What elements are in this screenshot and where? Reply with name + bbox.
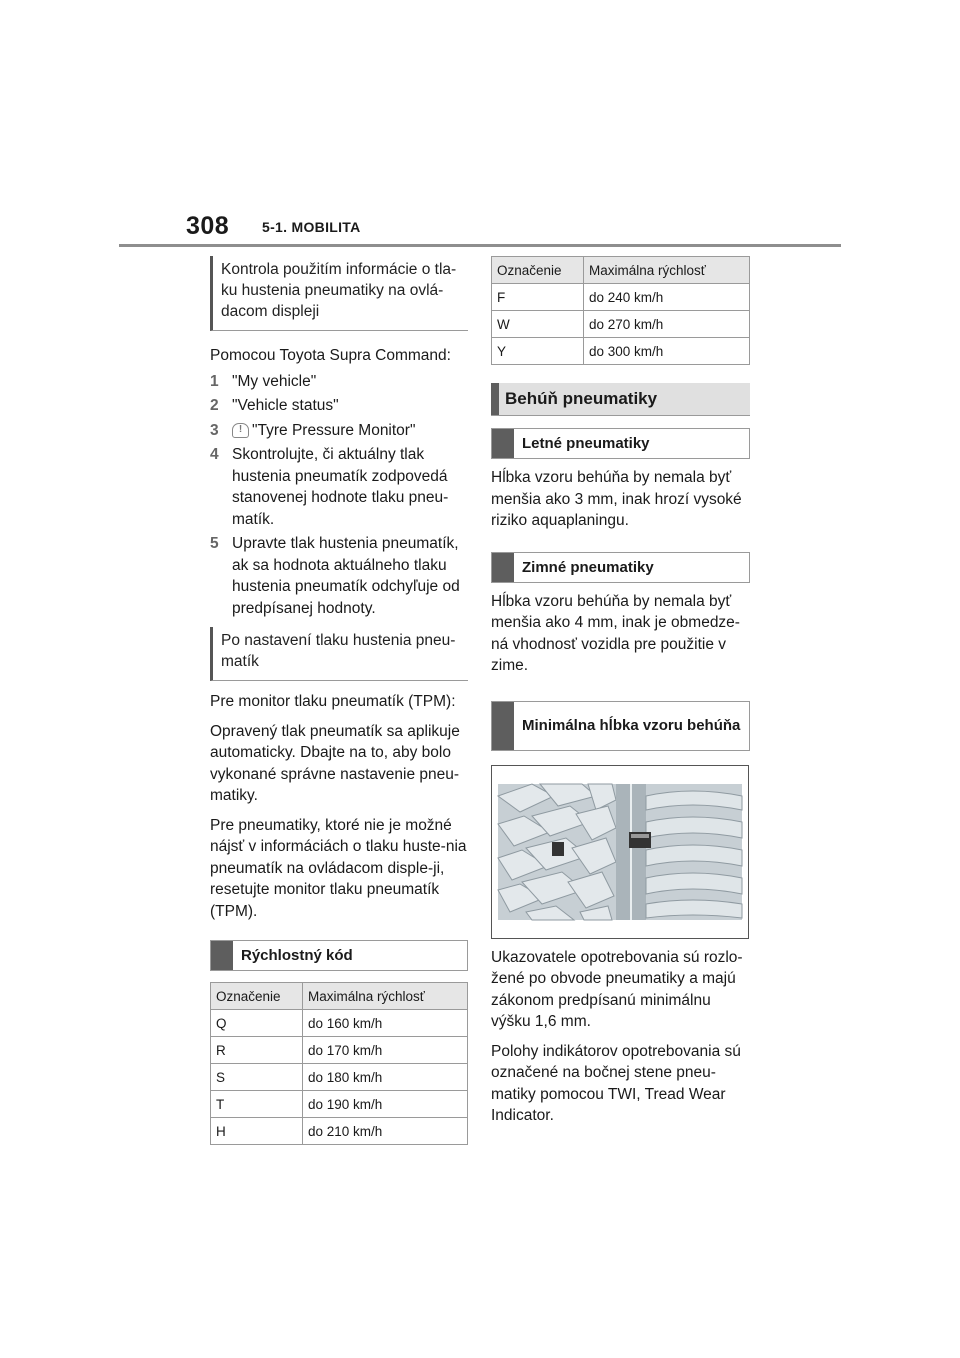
winter-tires-text: Hĺbka vzoru behúňa by nemala byť menšia ako 4 mm, inak je obmedze-ná vhodnosť vozidla pre použitie v zime. xyxy=(491,592,740,674)
col-header: Maximálna rýchlosť xyxy=(303,983,468,1010)
page-number: 308 xyxy=(186,212,230,240)
table-row xyxy=(211,1010,468,1037)
col-header: Maximálna rýchlosť xyxy=(584,257,750,284)
tread-heading xyxy=(491,383,750,416)
heading-bar xyxy=(492,702,514,750)
table-cell: R xyxy=(211,1037,303,1064)
step-number: 3 xyxy=(210,421,219,439)
step-2 xyxy=(210,395,468,417)
tire-tread-illustration xyxy=(492,766,748,938)
table-cell: Q xyxy=(211,1010,303,1037)
heading-text: Letné pneumatiky xyxy=(522,435,650,452)
table-row xyxy=(211,1064,468,1091)
step-text: "Tyre Pressure Monitor" xyxy=(252,421,416,439)
wear-indicator-text-2: Polohy indikátorov opotrebovania sú označené na bočnej stene pneu-matiky pomocou TWI, Tread Wear Indicator. xyxy=(491,1042,741,1124)
tire-pressure-warning-icon: ! xyxy=(232,423,249,438)
step-1 xyxy=(210,371,468,393)
tpm-paragraph: Pre monitor tlaku pneumatík (TPM): xyxy=(210,693,456,710)
speed-table-left xyxy=(210,982,468,1145)
table-row xyxy=(492,284,750,311)
col-header: Označenie xyxy=(211,983,303,1010)
table-cell: do 160 km/h xyxy=(303,1010,468,1037)
table-cell: do 300 km/h xyxy=(584,338,750,365)
step-text: "Vehicle status" xyxy=(232,397,339,414)
step-text: "My vehicle" xyxy=(232,372,317,390)
header-rule xyxy=(119,244,841,247)
table-cell: do 180 km/h xyxy=(303,1064,468,1091)
heading-text: Minimálna hĺbka vzoru behúňa xyxy=(522,717,741,734)
speed-table-right xyxy=(491,256,750,365)
table-cell: do 190 km/h xyxy=(303,1091,468,1118)
note-tpm-check: Kontrola použitím informácie o tla-ku hustenia pneumatiky na ovlá-dacom displeji xyxy=(210,256,468,331)
step-number: 2 xyxy=(210,397,219,414)
table-cell: do 240 km/h xyxy=(584,284,750,311)
heading-bar xyxy=(492,553,514,582)
table-cell: F xyxy=(492,284,584,311)
table-cell: do 210 km/h xyxy=(303,1118,468,1145)
table-row xyxy=(211,1118,468,1145)
heading-bar xyxy=(211,941,233,970)
min-tread-depth-heading xyxy=(491,701,750,751)
step-number: 1 xyxy=(210,372,219,390)
section-title: 5-1. MOBILITA xyxy=(262,219,361,235)
left-column xyxy=(210,256,468,1145)
step-number: 5 xyxy=(210,535,219,552)
step-text: Skontrolujte, či aktuálny tlak hustenia pneumatík zodpovedá stanovenej hodnote tlaku pneu-matík. xyxy=(232,446,449,528)
table-cell: Y xyxy=(492,338,584,365)
heading-text: Behúň pneumatiky xyxy=(505,389,658,408)
table-cell: W xyxy=(492,311,584,338)
step-3 xyxy=(210,420,468,442)
heading-text: Zimné pneumatiky xyxy=(522,558,654,576)
table-row xyxy=(492,338,750,365)
step-number: 4 xyxy=(210,446,219,463)
table-header-row xyxy=(492,257,750,284)
table-row xyxy=(211,1091,468,1118)
heading-text: Rýchlostný kód xyxy=(241,947,353,964)
corrected-pressure-paragraph: Opravený tlak pneumatík sa aplikuje automaticky. Dbajte na to, aby bolo vykonané správne nastavenie pneu-matiky. xyxy=(210,722,460,804)
col-header: Označenie xyxy=(492,257,584,284)
wear-indicator-text-1: Ukazovatele opotrebovania sú rozlo-žené po obvode pneumatiky a majú zákonom predpísanú minimálnu výšku 1,6 mm. xyxy=(491,948,743,1030)
table-cell: do 170 km/h xyxy=(303,1037,468,1064)
speed-code-heading xyxy=(210,940,468,971)
intro-text: Pomocou Toyota Supra Command: xyxy=(210,347,451,364)
table-row xyxy=(492,311,750,338)
summer-tires-heading xyxy=(491,428,750,459)
step-text: Upravte tlak hustenia pneumatík, ak sa hodnota aktuálneho tlaku hustenia pneumatík odchyľuje od predpísanej hodnoty. xyxy=(232,535,460,617)
table-cell: H xyxy=(211,1118,303,1145)
heading-bar xyxy=(491,383,499,415)
note-after-adjust: Po nastavení tlaku hustenia pneu-matík xyxy=(210,627,468,681)
right-column xyxy=(491,256,749,1127)
step-5 xyxy=(210,533,468,619)
table-cell: S xyxy=(211,1064,303,1091)
reset-tpm-paragraph: Pre pneumatiky, ktoré nie je možné nájsť v informáciách o tlaku huste-nia pneumatík na ovládacom disple-ji, resetujte monitor tlaku pneumatík (TPM). xyxy=(210,816,467,920)
table-row xyxy=(211,1037,468,1064)
summer-tires-text: Hĺbka vzoru behúňa by nemala byť menšia ako 3 mm, inak hrozí vysoké riziko aquaplaningu. xyxy=(491,469,742,529)
table-cell: do 270 km/h xyxy=(584,311,750,338)
table-cell: T xyxy=(211,1091,303,1118)
table-header-row xyxy=(211,983,468,1010)
winter-tires-heading xyxy=(491,552,750,583)
heading-bar xyxy=(492,429,514,458)
step-4 xyxy=(210,444,468,530)
tread-wear-indicator-figure xyxy=(491,765,749,939)
steps-list xyxy=(210,371,468,620)
